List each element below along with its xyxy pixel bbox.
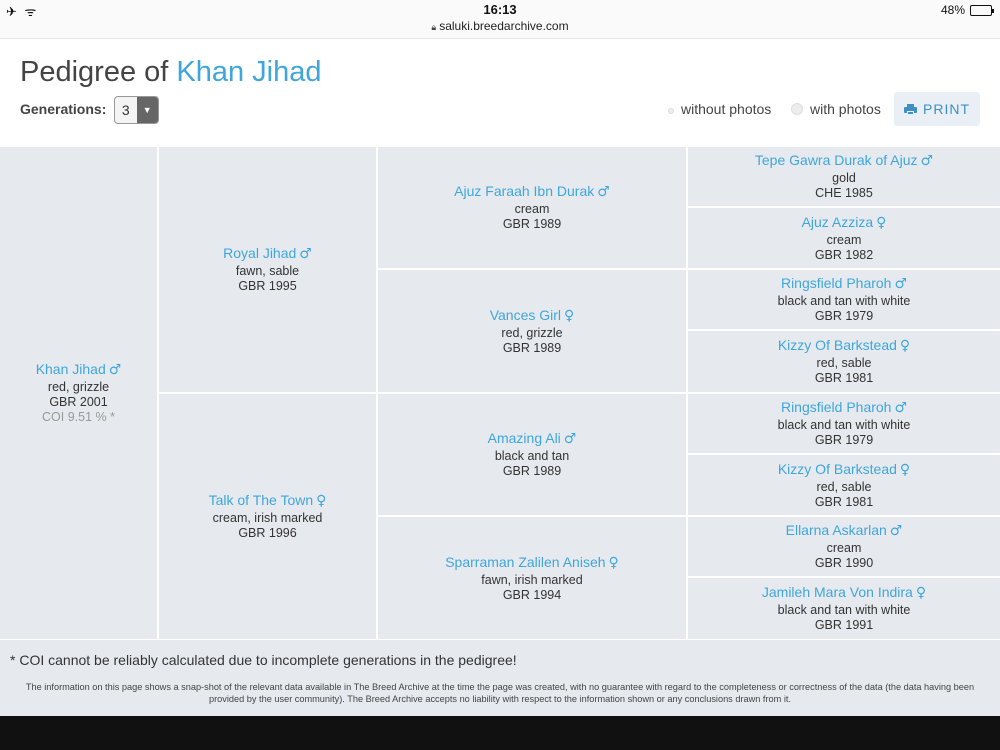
male-icon: ♂ (894, 276, 908, 292)
status-time: 16:13 (483, 2, 517, 17)
male-icon: ♂ (563, 431, 577, 447)
pedigree-great-grandparent (688, 394, 1000, 453)
battery-icon (970, 5, 992, 16)
dog-color: black and tan with white (777, 418, 911, 432)
coi-note: * COI cannot be reliably calculated due to incomplete generations in the pedigree! (10, 652, 517, 668)
pedigree-dam (159, 394, 376, 639)
dog-link[interactable]: Ajuz Azziza ♀ (801, 213, 887, 231)
lock-icon: 🔒︎ (431, 22, 437, 32)
dog-born: GBR 1995 (238, 279, 297, 293)
dog-color: red, grizzle (501, 325, 563, 340)
pedigree-grandparent (378, 517, 686, 639)
status-battery (941, 3, 992, 17)
dog-color: cream (826, 232, 862, 247)
male-icon: ♂ (894, 400, 908, 416)
dog-link[interactable]: Kizzy Of Barkstead ♀ (777, 460, 911, 478)
dog-link[interactable]: Tepe Gawra Durak of Ajuz ♂ (754, 152, 934, 169)
pedigree-grandparent (378, 270, 686, 392)
male-icon: ♂ (299, 246, 312, 262)
pedigree-great-grandparent (688, 517, 1000, 576)
dog-color: cream (514, 202, 550, 216)
male-icon: ♂ (108, 362, 122, 378)
dog-color: cream (826, 541, 862, 555)
radio-with-photos[interactable] (791, 103, 803, 115)
dog-link[interactable]: Talk of The Town ♀ (208, 492, 327, 509)
dog-born: GBR 1990 (814, 556, 874, 570)
dog-born: GBR 1989 (502, 340, 562, 355)
male-icon: ♂ (920, 153, 934, 169)
dog-color: black and tan with white (777, 294, 911, 308)
dog-color: red, grizzle (47, 380, 110, 394)
pedigree-sire (159, 147, 376, 392)
dog-link[interactable]: Vances Girl ♀ (489, 306, 575, 324)
dog-link[interactable]: Royal Jihad ♂ (223, 245, 312, 262)
dog-born: GBR 1982 (814, 247, 874, 262)
pedigree-great-grandparent (688, 455, 1000, 515)
battery-percent: 48% (940, 3, 965, 17)
pedigree-great-grandparent (688, 147, 1000, 206)
print-button[interactable] (894, 92, 980, 126)
dog-link[interactable]: Ringsfield Pharoh ♂ (780, 399, 908, 416)
status-bar (0, 0, 1000, 20)
generations-label: Generations: (20, 101, 107, 117)
dog-link[interactable]: Ajuz Faraah Ibn Durak ♂ (454, 183, 610, 200)
radio-without-photos[interactable] (668, 108, 674, 114)
pedigree-great-grandparent (688, 578, 1000, 639)
disclaimer: The information on this page shows a snap-shot of the relevant data available in The Breed Archive at the time the page was created, with no guarantee with regard to the completeness or correctness of the data (the data having been provided by the user community). The Breed Archive accepts no liability with respect to the information shown or any conclusions drawn from it. (25, 682, 975, 704)
female-icon: ♀ (608, 554, 619, 571)
dog-born: GBR 1991 (814, 618, 874, 632)
without-photos-label: without photos (681, 101, 772, 117)
coi-value: COI 9.51 % * (42, 410, 115, 424)
dog-born: GBR 1981 (814, 494, 874, 509)
dropdown-arrow-icon: ▼ (137, 97, 159, 123)
generations-value: 3 (121, 102, 130, 118)
dog-born: GBR 1994 (502, 587, 562, 602)
female-icon: ♀ (564, 307, 575, 324)
female-icon: ♀ (316, 493, 327, 509)
dog-color: gold (832, 171, 856, 185)
female-icon: ♀ (915, 585, 927, 601)
pedigree-grandparent (378, 147, 686, 268)
dog-link[interactable]: Amazing Ali ♂ (487, 430, 577, 447)
dog-color: cream, irish marked (212, 511, 323, 525)
dog-link[interactable]: Jamileh Mara Von Indira ♀ (761, 584, 927, 601)
dog-color: fawn, irish marked (481, 572, 583, 587)
dog-link[interactable]: Kizzy Of Barkstead ♀ (777, 337, 911, 354)
dog-link[interactable]: Sparraman Zalilen Aniseh ♀ (445, 553, 619, 571)
dog-link[interactable]: Ringsfield Pharoh ♂ (780, 275, 908, 292)
url-text: saluki.breedarchive.com (439, 19, 569, 33)
female-icon: ♀ (876, 214, 887, 231)
dog-color: fawn, sable (235, 264, 300, 278)
dog-born: GBR 2001 (49, 395, 108, 409)
page-title-prefix: Pedigree of (20, 56, 169, 88)
airplane-wifi-icons: ✈ ᯤ (6, 4, 39, 19)
dog-born: GBR 1979 (814, 433, 874, 447)
pedigree-great-grandparent (688, 331, 1000, 392)
page-title (20, 56, 322, 89)
dog-color: red, sable (816, 356, 872, 370)
dog-born: GBR 1989 (502, 464, 562, 478)
browser-toolbar (0, 716, 1000, 750)
male-icon: ♂ (889, 523, 903, 539)
female-icon: ♀ (899, 338, 911, 354)
dog-born: GBR 1996 (238, 526, 297, 540)
dog-born: GBR 1981 (814, 371, 874, 385)
address-bar[interactable] (0, 19, 1000, 39)
pedigree-great-grandparent (688, 270, 1000, 329)
generations-select[interactable] (114, 96, 159, 124)
pedigree-subject (0, 147, 157, 639)
male-icon: ♂ (597, 184, 610, 200)
dog-color: black and tan (494, 449, 570, 463)
dog-born: GBR 1979 (814, 309, 874, 323)
pedigree-great-grandparent (688, 208, 1000, 268)
dog-color: red, sable (816, 479, 872, 494)
dog-born: CHE 1985 (815, 186, 873, 200)
page-title-dog-name: Khan Jihad (176, 56, 322, 88)
dog-link[interactable]: Ellarna Askarlan ♂ (785, 522, 903, 539)
dog-link[interactable]: Khan Jihad ♂ (35, 361, 122, 378)
printer-icon (904, 104, 917, 115)
with-photos-label: with photos (810, 101, 881, 117)
dog-born: GBR 1989 (502, 217, 562, 231)
without-photos-option[interactable] (668, 101, 771, 117)
with-photos-option[interactable] (791, 101, 881, 117)
female-icon: ♀ (899, 461, 911, 478)
print-label: PRINT (923, 101, 970, 117)
pedigree-table (0, 147, 1000, 639)
dog-color: black and tan with white (777, 603, 911, 617)
pedigree-grandparent (378, 394, 686, 515)
